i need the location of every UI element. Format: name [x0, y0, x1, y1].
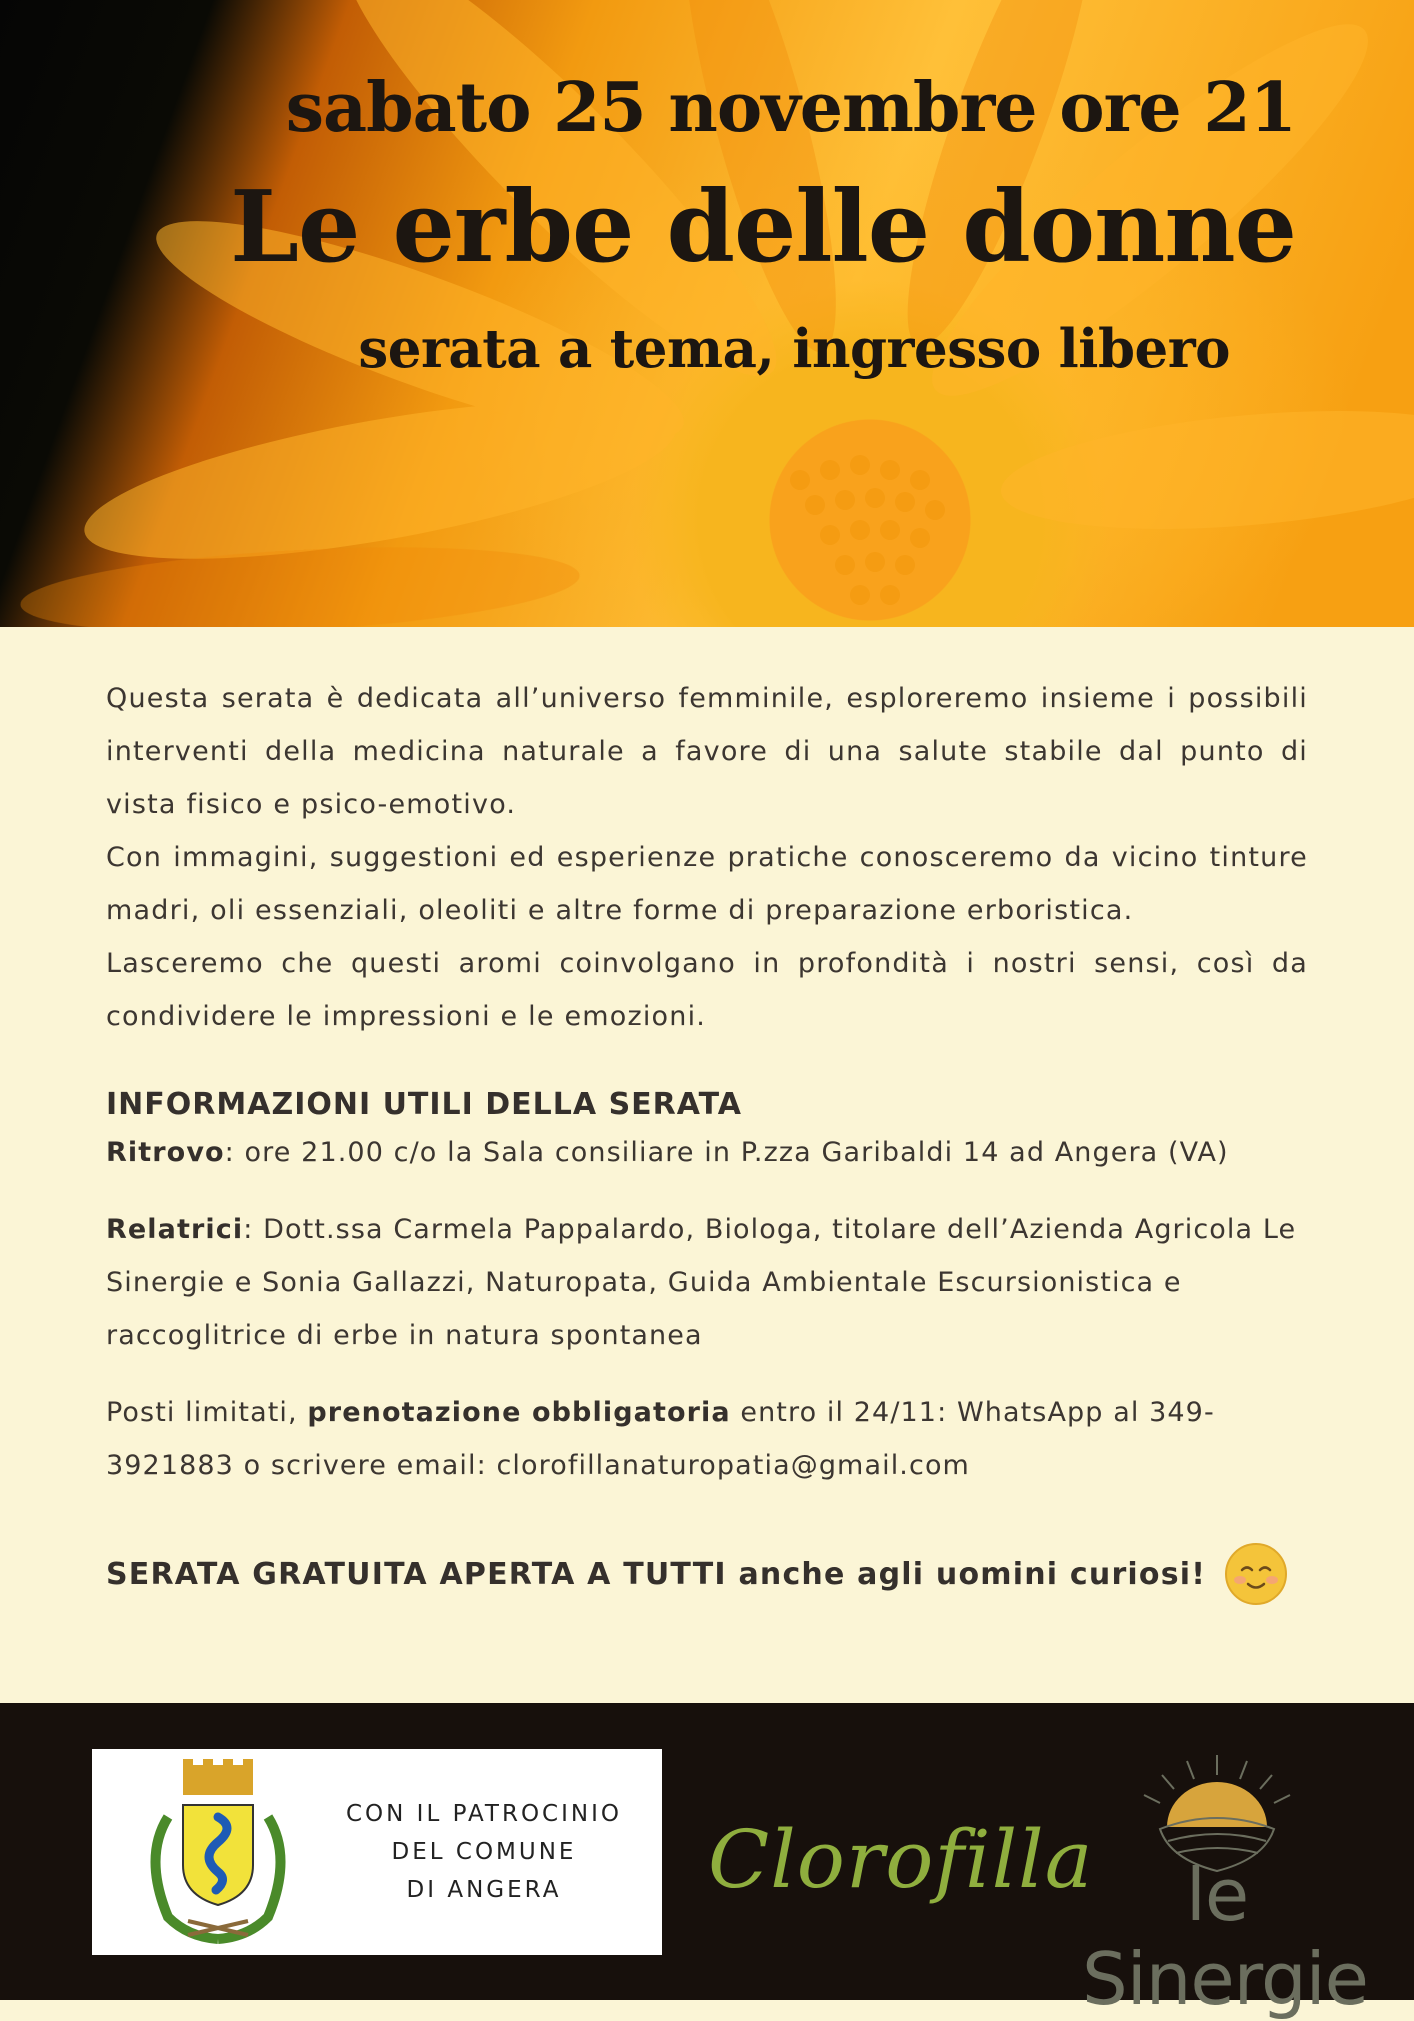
angera-crest-icon — [128, 1757, 308, 1947]
intro-paragraph-1: Questa serata è dedicata all’universo femminile, esploreremo insieme i possibili interventi della medicina naturale a favore di una salute stabile dal punto di vista fisico e psico-emotivo. — [106, 683, 1308, 820]
patronage-text — [324, 1795, 644, 1909]
patronage-line-3: DI ANGERA — [406, 1877, 562, 1903]
booking-required: prenotazione obbligatoria — [307, 1397, 731, 1428]
intro-text — [106, 672, 1308, 1043]
relatrici-text: : Dott.ssa Carmela Pappalardo, Biologa, titolare dell’Azienda Agricola Le Sinergie e Sonia Gallazzi, Naturopata, Guida Ambientale Escursionistica e raccoglitrice di erbe in natura spontanea — [106, 1214, 1297, 1351]
closing-caps: SERATA GRATUITA APERTA A TUTTI — [106, 1556, 727, 1592]
event-date: sabato 25 novembre ore 21 — [285, 68, 1296, 148]
le-sinergie-logo: le Sinergie — [1082, 1853, 1368, 2021]
footer — [0, 1703, 1414, 2021]
event-subtitle: serata a tema, ingresso libero — [358, 318, 1230, 380]
intro-paragraph-3: Lasceremo che questi aromi coinvolgano in profondità i nostri sensi, così da condividere le impressioni e le emozioni. — [106, 948, 1308, 1032]
ritrovo-label: Ritrovo — [106, 1137, 225, 1168]
clorofilla-logo: Clorofilla — [708, 1813, 1094, 1906]
main-content — [106, 672, 1308, 1606]
closing-line — [106, 1542, 1308, 1606]
ritrovo-text: : ore 21.00 c/o la Sala consiliare in P.zza Garibaldi 14 ad Angera (VA) — [224, 1137, 1229, 1168]
patronage-line-1: CON IL PATROCINIO — [345, 1801, 622, 1827]
hero-banner — [0, 0, 1414, 627]
info-ritrovo — [106, 1126, 1308, 1179]
patronage-line-2: DEL COMUNE — [391, 1839, 577, 1865]
booking-prefix: Posti limitati, — [106, 1397, 308, 1428]
info-relatrici — [106, 1203, 1308, 1362]
info-heading: INFORMAZIONI UTILI DELLA SERATA — [106, 1087, 743, 1122]
patronage-box — [92, 1749, 662, 1955]
intro-paragraph-2: Con immagini, suggestioni ed esperienze pratiche conosceremo da vicino tinture madri, oli essenziali, oleoliti e altre forme di preparazione erboristica. — [106, 842, 1308, 926]
booking-contact: entro il 24/11: WhatsApp al 349-3921883 o scrivere email: clorofillanaturopatia@gmail.com — [106, 1397, 1215, 1481]
page-title: Le erbe delle donne — [230, 170, 1296, 285]
closing-text — [106, 1557, 1206, 1592]
relatrici-label: Relatrici — [106, 1214, 244, 1245]
info-section — [106, 1087, 1308, 1492]
info-booking — [106, 1386, 1308, 1492]
smiling-face-icon — [1224, 1542, 1288, 1606]
closing-rest: anche agli uomini curiosi! — [726, 1556, 1207, 1592]
